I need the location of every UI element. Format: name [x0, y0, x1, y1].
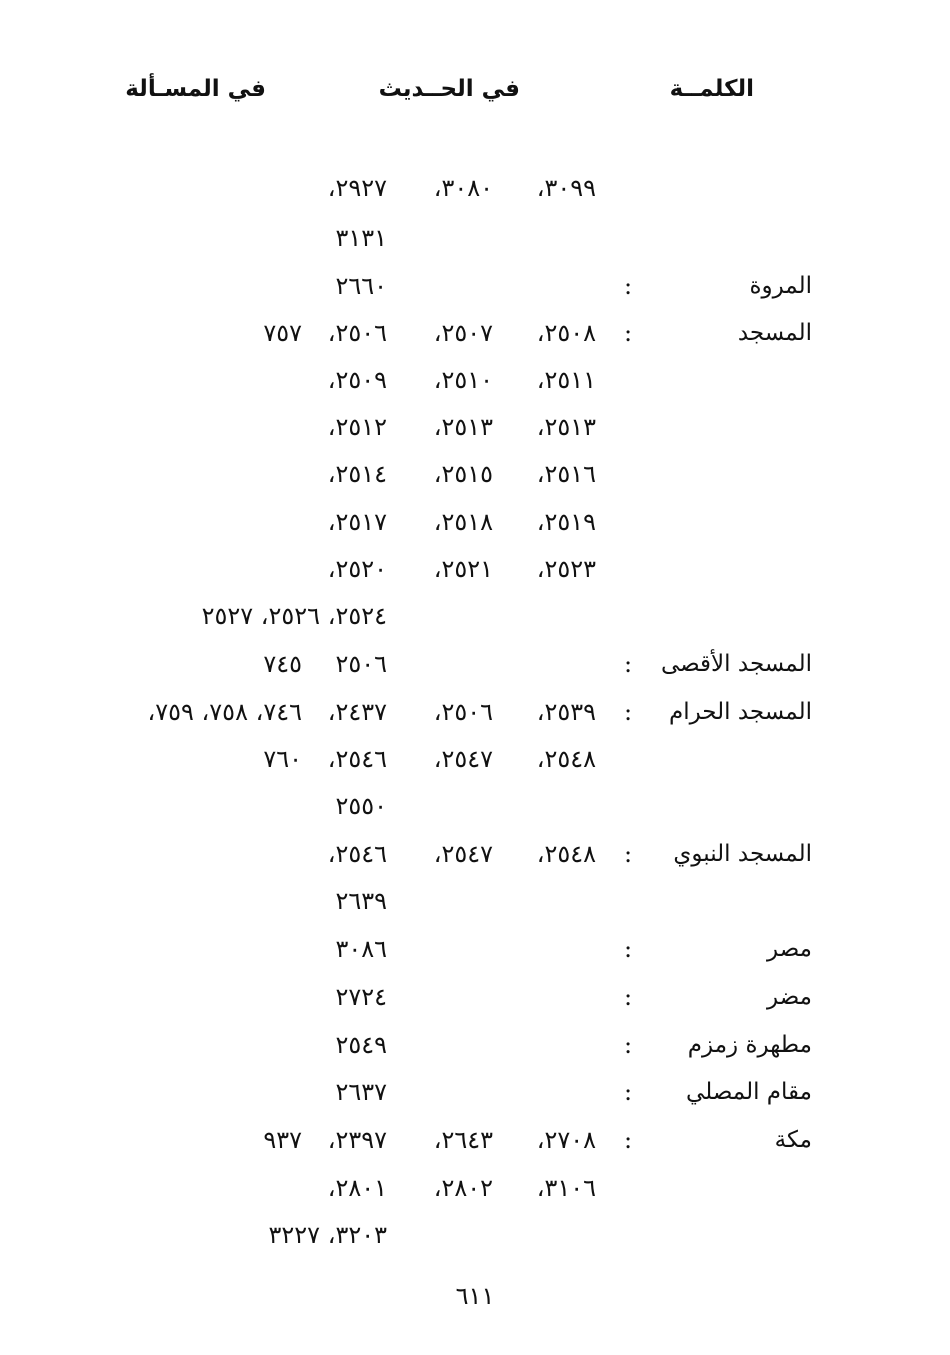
index-row — [0, 1072, 950, 1112]
hadith-ref: ٢٥٤٦، — [327, 745, 387, 773]
hadith-ref: ٢٥٤٩ — [335, 1031, 387, 1059]
index-row — [0, 977, 950, 1017]
hadith-ref: ٢٥٤٦، — [327, 840, 387, 868]
index-row — [0, 881, 950, 921]
colon-separator: : — [624, 983, 633, 1011]
index-row — [0, 834, 950, 874]
index-row — [0, 454, 950, 494]
colon-separator: : — [624, 840, 633, 868]
index-row — [0, 502, 950, 542]
hadith-ref: ٢٦٣٧ — [335, 1078, 387, 1106]
hadith-ref: ٢٦٦٠ — [335, 272, 387, 300]
index-row — [0, 218, 950, 258]
masala-ref: ٧٤٥ — [263, 650, 302, 678]
index-row — [0, 1120, 950, 1160]
index-row — [0, 1025, 950, 1065]
colon-separator: : — [624, 319, 633, 347]
header-word: الكلمــة — [669, 76, 754, 102]
hadith-ref: ٢٥١٢، — [327, 413, 387, 441]
index-row — [0, 644, 950, 684]
index-word: المسجد الأقصى — [660, 651, 812, 677]
hadith-ref: ٣١٠٦، — [536, 1174, 596, 1202]
hadith-ref: ٢٥٠٧، — [433, 319, 493, 347]
hadith-ref: ٢٩٢٧، — [327, 174, 387, 202]
hadith-ref: ٢٨٠١، — [327, 1174, 387, 1202]
index-word: مطهرة زمزم — [687, 1032, 812, 1058]
masala-ref: ٧٦٠ — [263, 745, 302, 773]
hadith-ref: ٢٥٢١، — [433, 555, 493, 583]
index-row — [0, 1215, 950, 1255]
hadith-ref: ٢٦٣٩ — [335, 887, 387, 915]
hadith-ref: ٢٥٤٨، — [536, 840, 596, 868]
hadith-ref: ٢٥١٣، — [536, 413, 596, 441]
colon-separator: : — [624, 272, 633, 300]
index-word: مكة — [774, 1127, 812, 1153]
index-row — [0, 1168, 950, 1208]
index-row — [0, 168, 950, 208]
hadith-ref: ٢٥٠٦، — [433, 698, 493, 726]
index-row — [0, 786, 950, 826]
colon-separator: : — [624, 1078, 633, 1106]
hadith-ref: ٢٥٢٤، ٢٥٢٦، ٢٥٢٧ — [201, 602, 387, 630]
hadith-ref: ٢٥١٣، — [433, 413, 493, 441]
colon-separator: : — [624, 650, 633, 678]
hadith-ref: ٢٥١١، — [536, 366, 596, 394]
index-row — [0, 596, 950, 636]
index-word: مقام المصلي — [686, 1079, 812, 1105]
header-masala: في المسـألة — [125, 76, 266, 102]
hadith-ref: ٢٧٠٨، — [536, 1126, 596, 1154]
hadith-ref: ٣٠٨٠، — [433, 174, 493, 202]
hadith-ref: ٢٥١٨، — [433, 508, 493, 536]
hadith-ref: ٢٥٥٠ — [335, 792, 387, 820]
masala-ref: ٩٣٧ — [263, 1126, 302, 1154]
index-word: المسجد النبوي — [673, 841, 812, 867]
hadith-ref: ٢٥٠٩، — [327, 366, 387, 394]
hadith-ref: ٢٧٢٤ — [335, 983, 387, 1011]
hadith-ref: ٢٥١٠، — [433, 366, 493, 394]
index-row — [0, 739, 950, 779]
hadith-ref: ٢٥٣٩، — [536, 698, 596, 726]
page-number: ٦١١ — [455, 1282, 495, 1310]
index-row — [0, 692, 950, 732]
hadith-ref: ٣٠٩٩، — [536, 174, 596, 202]
hadith-ref: ٢٥١٦، — [536, 460, 596, 488]
hadith-ref: ٢٥٤٧، — [433, 745, 493, 773]
hadith-ref: ٢٥١٥، — [433, 460, 493, 488]
index-row — [0, 929, 950, 969]
index-row — [0, 313, 950, 353]
hadith-ref: ٢٣٩٧، — [327, 1126, 387, 1154]
hadith-ref: ٢٤٣٧، — [327, 698, 387, 726]
hadith-ref: ٢٥١٧، — [327, 508, 387, 536]
colon-separator: : — [624, 1031, 633, 1059]
hadith-ref: ٣٠٨٦ — [335, 935, 387, 963]
hadith-ref: ٢٥٢٣، — [536, 555, 596, 583]
colon-separator: : — [624, 698, 633, 726]
colon-separator: : — [624, 1126, 633, 1154]
hadith-ref: ٣٢٠٣، ٣٢٢٧ — [268, 1221, 387, 1249]
index-word: المسجد — [737, 320, 812, 346]
hadith-ref: ٢٥٤٨، — [536, 745, 596, 773]
hadith-ref: ٣١٣١ — [335, 224, 387, 252]
hadith-ref: ٢٥٠٨، — [536, 319, 596, 347]
index-row — [0, 360, 950, 400]
index-word: المسجد الحرام — [668, 699, 812, 725]
index-word: مضر — [767, 984, 812, 1010]
hadith-ref: ٢٥٠٦، — [327, 319, 387, 347]
masala-ref: ٧٤٦، ٧٥٨، ٧٥٩، — [147, 698, 302, 726]
header-hadith: في الحــديث — [378, 76, 520, 102]
colon-separator: : — [624, 935, 633, 963]
masala-ref: ٧٥٧ — [263, 319, 302, 347]
hadith-ref: ٢٥٢٠، — [327, 555, 387, 583]
hadith-ref: ٢٥٠٦ — [335, 650, 387, 678]
index-row — [0, 266, 950, 306]
index-word: المروة — [749, 273, 812, 299]
hadith-ref: ٢٥١٩، — [536, 508, 596, 536]
hadith-ref: ٢٦٤٣، — [433, 1126, 493, 1154]
hadith-ref: ٢٥٤٧، — [433, 840, 493, 868]
index-row — [0, 549, 950, 589]
index-word: مصر — [767, 936, 812, 962]
hadith-ref: ٢٥١٤، — [327, 460, 387, 488]
hadith-ref: ٢٨٠٢، — [433, 1174, 493, 1202]
index-row — [0, 407, 950, 447]
